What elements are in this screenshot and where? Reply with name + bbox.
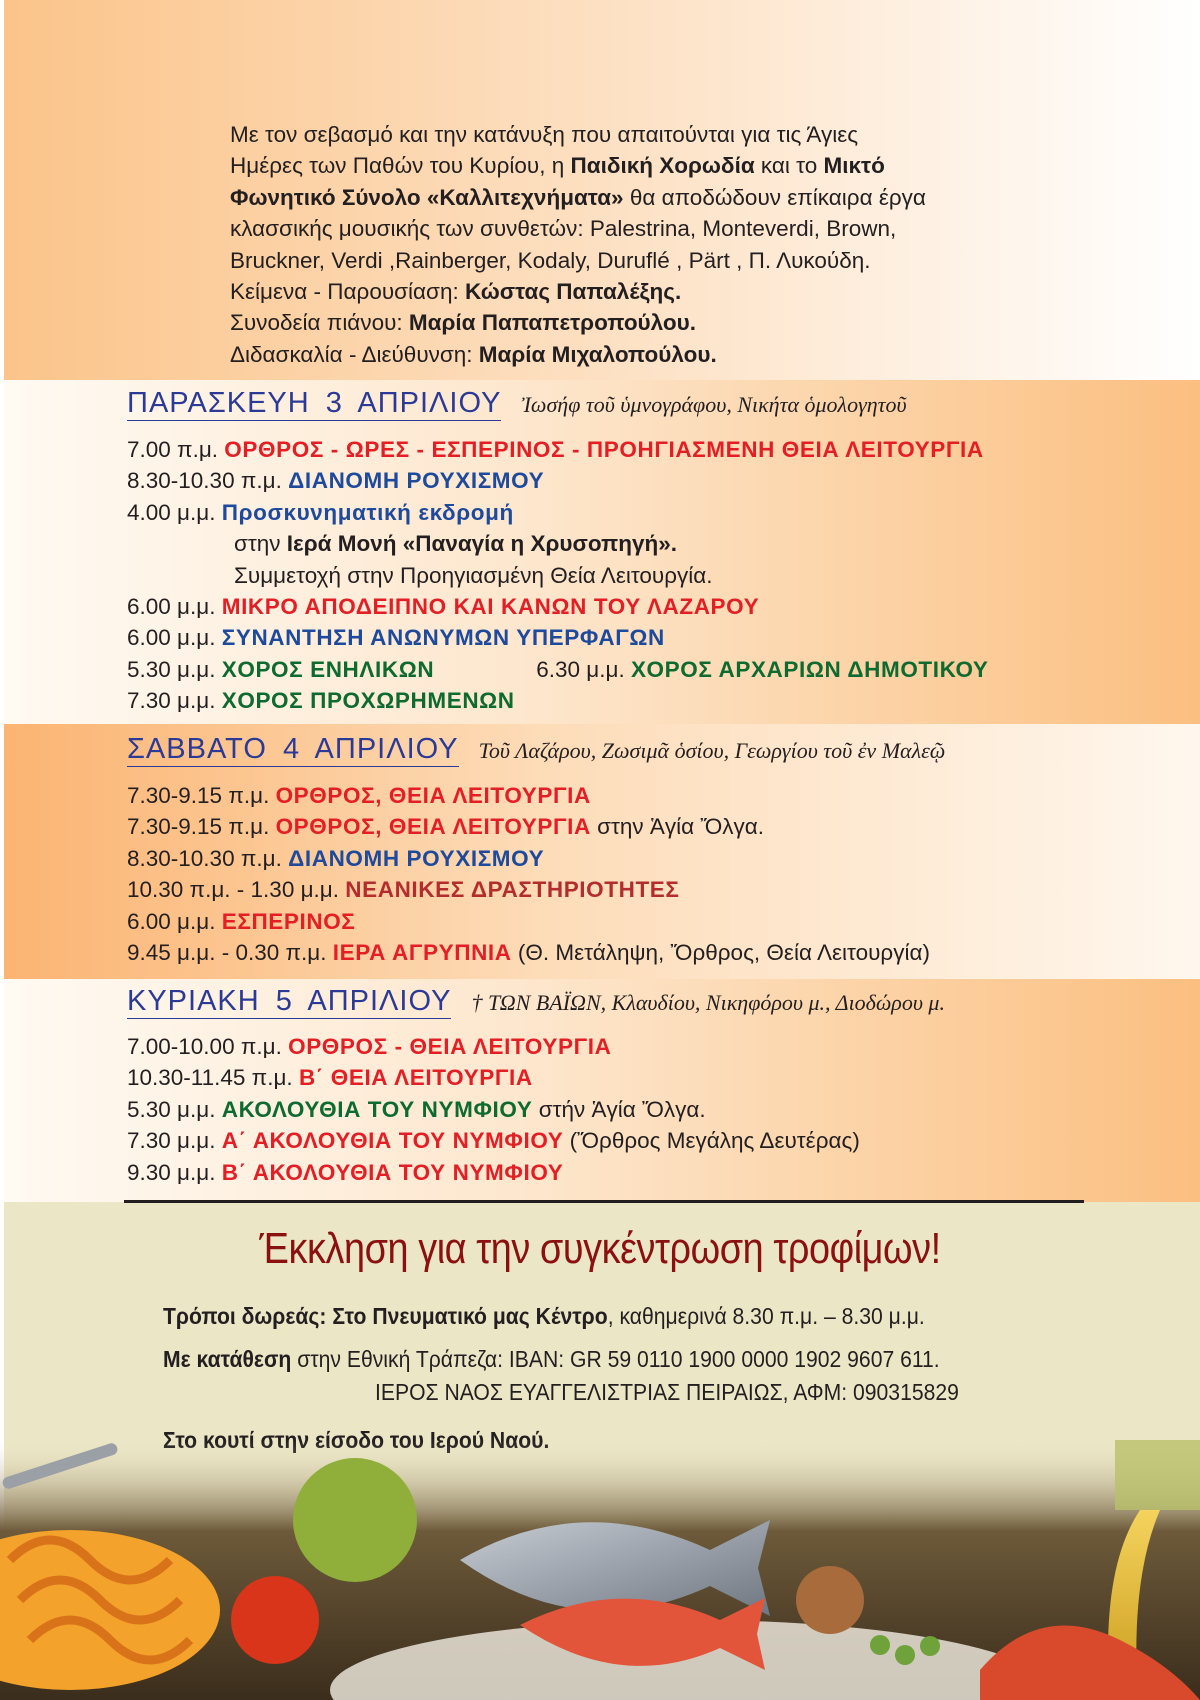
event-note: Συμμετοχή στην Προηγιασμένη Θεία Λειτουργία. — [234, 562, 713, 588]
intro-text: Ημέρες των Παθών του Κυρίου, η — [230, 153, 571, 179]
tomato-shape — [231, 1576, 319, 1664]
day-title: ΣΑΒΒΑΤΟ 4 ΑΠΡΙΛΙΟΥ — [127, 733, 459, 765]
event-time: 5.30 μ.μ. — [127, 1096, 222, 1122]
event-title: ΟΡΘΡΟΣ - ΩΡΕΣ - ΕΣΠΕΡΙΝΟΣ - ΠΡΟΗΓΙΑΣΜΕΝΗ ΘΕΙΑ ΛΕΙΤΟΥΡΓΙΑ — [224, 437, 984, 462]
event-time: 6.00 μ.μ. — [127, 593, 222, 619]
event-time: 8.30-10.30 π.μ. — [127, 845, 289, 871]
saturday-heading — [127, 732, 945, 767]
schedule-row — [127, 560, 989, 591]
intro-text: κλασσικής μουσικής των συνθετών: Palestrina, Monteverdi, Brown, — [230, 216, 897, 242]
schedule-row — [127, 1125, 860, 1156]
intro-line — [230, 245, 1130, 276]
schedule-row — [127, 937, 930, 968]
event-time: 6.00 μ.μ. — [127, 908, 222, 934]
day-saints: Τοῦ Λαζάρου, Ζωσιμᾶ ὁσίου, Γεωργίου τοῦ ἐν Μαλεῷ — [478, 738, 946, 763]
event-title: ΜΙΚΡΟ ΑΠΟΔΕΙΠΝΟ ΚΑΙ ΚΑΝΩΝ ΤΟΥ ΛΑΖΑΡΟΥ — [221, 593, 760, 619]
event-title: ΟΡΘΡΟΣ - ΘΕΙΑ ΛΕΙΤΟΥΡΓΙΑ — [288, 1034, 612, 1059]
event-time: 10.30 π.μ. - 1.30 μ.μ. — [127, 877, 346, 903]
intro-line — [230, 182, 1130, 213]
event-title: ΑΚΟΛΟΥΘΙΑ ΤΟΥ ΝΥΜΦΙΟΥ — [221, 1096, 533, 1122]
day-saints: † ΤΩΝ ΒΑΪΩΝ, Κλαυδίου, Νικηφόρου μ., Διοδώρου μ. — [471, 990, 945, 1015]
bank-iban: στην Εθνική Τράπεζα: IBAN: GR 59 0110 1900 0000 1902 9607 611. — [291, 1346, 940, 1372]
credit-label: Διδασκαλία - Διεύθυνση: — [230, 341, 479, 367]
event-location: Ιερά Μονή «Παναγία η Χρυσοπηγή». — [286, 531, 678, 557]
donation-label: Με κατάθεση — [163, 1346, 292, 1372]
event-time: 7.30-9.15 π.μ. — [127, 783, 276, 808]
intro-line — [230, 276, 1130, 307]
donation-detail: , καθημερινά 8.30 π.μ. – 8.30 μ.μ. — [607, 1303, 925, 1329]
donation-method-bank — [163, 1343, 940, 1375]
friday-schedule — [127, 434, 989, 717]
event-title: ΧΟΡΟΣ ΑΡΧΑΡΙΩΝ ΔΗΜΟΤΙΚΟΥ — [630, 656, 989, 682]
event-title: ΙΕΡΑ ΑΓΡΥΠΝΙΑ — [332, 939, 512, 965]
schedule-row — [127, 434, 989, 465]
event-title: Προσκυνηματική εκδρομή — [221, 499, 514, 525]
intro-text: και το — [754, 153, 824, 179]
intro-line — [230, 307, 1130, 338]
intro-line — [230, 213, 1130, 244]
pea-shape — [895, 1645, 915, 1665]
event-title: ΣΥΝΑΝΤΗΣΗ ΑΝΩΝΥΜΩΝ ΥΠΕΡΦΑΓΩΝ — [221, 625, 665, 651]
event-title: ΝΕΑΝΙΚΕΣ ΔΡΑΣΤΗΡΙΟΤΗΤΕΣ — [345, 877, 680, 903]
event-title: ΔΙΑΝΟΜΗ ΡΟΥΧΙΣΜΟΥ — [288, 468, 545, 494]
oil-bottle-shape — [1115, 1440, 1200, 1510]
credit-name: Μαρία Μιχαλοπούλου. — [478, 341, 717, 367]
schedule-row — [127, 780, 930, 811]
schedule-row — [127, 1031, 860, 1062]
event-title: Β΄ ΑΚΟΛΟΥΘΙΑ ΤΟΥ ΝΥΜΦΙΟΥ — [221, 1159, 564, 1185]
pea-shape — [870, 1635, 890, 1655]
schedule-row — [127, 811, 930, 842]
ensemble-name: Φωνητικό Σύνολο «Καλλιτεχνήματα» — [230, 184, 624, 210]
saturday-schedule — [127, 780, 930, 968]
event-time: 8.30-10.30 π.μ. — [127, 468, 289, 494]
schedule-row — [127, 1094, 860, 1125]
sunday-schedule — [127, 1031, 860, 1188]
event-time: 7.00-10.00 π.μ. — [127, 1034, 289, 1059]
credit-name: Κώστας Παπαλέξης. — [464, 279, 682, 305]
pea-shape — [920, 1636, 940, 1656]
event-title: ΟΡΘΡΟΣ, ΘΕΙΑ ΛΕΙΤΟΥΡΓΙΑ — [275, 814, 591, 840]
event-time: 4.00 μ.μ. — [127, 499, 222, 525]
schedule-row — [127, 906, 930, 937]
event-note: (Ὄρθρος Μεγάλης Δευτέρας) — [563, 1128, 860, 1154]
event-time: 7.30 μ.μ. — [127, 688, 222, 714]
event-title: ΟΡΘΡΟΣ, ΘΕΙΑ ΛΕΙΤΟΥΡΓΙΑ — [275, 783, 591, 808]
ensemble-name: Μικτό — [823, 153, 885, 179]
schedule-row — [127, 685, 989, 716]
schedule-row — [127, 528, 989, 559]
event-note: στην Ἁγία Ὄλγα. — [590, 814, 765, 840]
event-time: 5.30 μ.μ. — [127, 656, 222, 682]
credit-name: Μαρία Παπαπετροπούλου. — [408, 310, 696, 336]
event-time: 10.30-11.45 π.μ. — [127, 1065, 299, 1091]
intro-line — [230, 119, 1130, 150]
composers-list: Bruckner, Verdi ,Rainberger, Kodaly, Duruflé , Pärt , Π. Λυκούδη. — [230, 247, 871, 273]
day-saints: Ἰωσήφ τοῦ ὑμνογράφου, Νικήτα ὁμολογητοῦ — [521, 392, 907, 417]
schedule-row — [127, 654, 989, 685]
event-title: ΧΟΡΟΣ ΠΡΟΧΩΡΗΜΕΝΩΝ — [221, 688, 515, 714]
schedule-row — [127, 874, 930, 905]
schedule-row — [127, 465, 989, 496]
schedule-row — [127, 622, 989, 653]
apple-shape — [293, 1458, 417, 1582]
event-title: Β΄ ΘΕΙΑ ΛΕΙΤΟΥΡΓΙΑ — [298, 1065, 533, 1091]
event-time: 7.30-9.15 π.μ. — [127, 814, 276, 840]
sunday-heading — [127, 984, 945, 1019]
appeal-title: Έκκληση για την συγκέντρωση τροφίμων! — [259, 1224, 941, 1273]
schedule-row — [127, 591, 989, 622]
intro-paragraph — [230, 119, 1130, 370]
donation-label: Τρόποι δωρεάς: Στο Πνευματικό μας Κέντρο — [163, 1303, 608, 1329]
day-title: ΚΥΡΙΑΚΗ 5 ΑΠΡΙΛΙΟΥ — [127, 985, 452, 1017]
event-title: Α΄ ΑΚΟΛΟΥΘΙΑ ΤΟΥ ΝΥΜΦΙΟΥ — [221, 1128, 564, 1154]
children-choir-name: Παιδική Χορωδία — [570, 153, 755, 179]
donation-beneficiary — [375, 1376, 959, 1408]
event-title: ΕΣΠΕΡΙΝΟΣ — [221, 908, 356, 934]
event-note: (Θ. Μετάληψη, Ὄρθρος, Θεία Λειτουργία) — [511, 939, 930, 965]
schedule-row — [127, 1062, 860, 1093]
event-time: 7.00 π.μ. — [127, 437, 225, 462]
event-title: ΔΙΑΝΟΜΗ ΡΟΥΧΙΣΜΟΥ — [288, 845, 545, 871]
beneficiary-details: ΙΕΡΟΣ ΝΑΟΣ ΕΥΑΓΓΕΛΙΣΤΡΙΑΣ ΠΕΙΡΑΙΩΣ, ΑΦΜ: 090315829 — [375, 1379, 959, 1405]
event-title: ΧΟΡΟΣ ΕΝΗΛΙΚΩΝ — [221, 656, 435, 682]
credit-label: Συνοδεία πιάνου: — [230, 310, 409, 336]
credit-label: Κείμενα - Παρουσίαση: — [230, 279, 465, 305]
section-divider — [124, 1200, 1084, 1203]
friday-heading — [127, 386, 907, 421]
event-time: 9.45 μ.μ. - 0.30 π.μ. — [127, 939, 333, 965]
intro-text: θα αποδώδουν επίκαιρα έργα — [623, 184, 926, 210]
event-note: στην — [234, 531, 287, 557]
food-photo — [0, 1440, 1200, 1700]
schedule-row — [127, 497, 989, 528]
event-time: 9.30 μ.μ. — [127, 1159, 222, 1185]
event-time: 6.30 μ.μ. — [536, 656, 631, 682]
day-title: ΠΑΡΑΣΚΕΥΗ 3 ΑΠΡΙΛΙΟΥ — [127, 387, 502, 419]
schedule-row — [127, 843, 930, 874]
intro-line — [230, 150, 1130, 181]
schedule-row — [127, 1157, 860, 1188]
event-note: στήν Ἁγία Ὄλγα. — [532, 1096, 706, 1122]
donation-method-center — [163, 1300, 925, 1332]
event-time: 7.30 μ.μ. — [127, 1128, 222, 1154]
intro-line — [230, 339, 1130, 370]
mushroom-shape — [796, 1566, 864, 1634]
intro-text: Με τον σεβασμό και την κατάνυξη που απαιτούνται για τις Άγιες — [230, 122, 859, 147]
event-time: 6.00 μ.μ. — [127, 625, 222, 651]
